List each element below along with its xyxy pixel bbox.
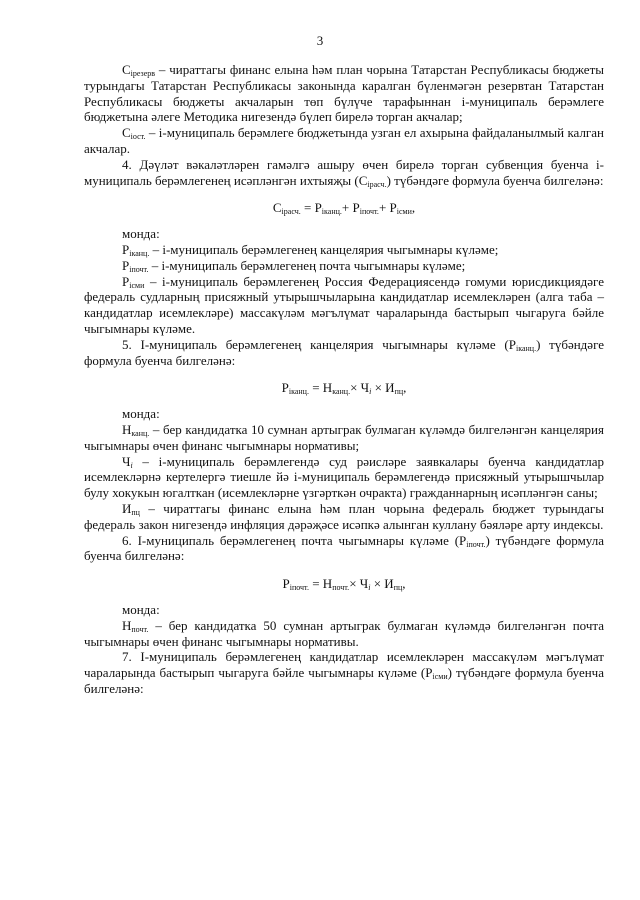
formula-term: × Ч (350, 380, 370, 396)
symbol-subscript: iканц. (129, 248, 150, 258)
definition-text: – і-муниципаль берәмлеге бюджетында узган ел ахырына файдаланылмый калган акчалар. (84, 125, 604, 156)
formula-term: Р (282, 576, 290, 592)
where-label: монда: (122, 601, 160, 617)
formula-subscript: iпочт. (359, 207, 379, 217)
paragraph-text: 6. І-муниципаль берәмлегенең почта чыгымнары күләме (Р (122, 532, 467, 548)
formula-c-rasch (84, 200, 604, 216)
symbol: Р (122, 273, 130, 289)
symbol-subscript: iканц. (515, 343, 537, 353)
where-label: монда: (122, 226, 160, 242)
symbol-subscript: iсми (432, 672, 448, 682)
formula-subscript: i (369, 387, 372, 397)
definition-text: – і-муниципаль берәмлегенең канцелярия чыгымнары күләме; (149, 241, 499, 257)
formula-subscript: iканц. (288, 387, 309, 397)
symbol: Р (122, 257, 130, 273)
paragraph-text: 5. І-муниципаль берәмлегенең канцелярия чыгымнары күләме (Р (122, 336, 516, 352)
term-r-pocht (84, 258, 604, 274)
symbol-subscript: i (130, 460, 133, 470)
definition-c-ost (84, 125, 604, 157)
paragraph-5 (84, 337, 604, 369)
symbol-subscript: iпочт. (129, 264, 149, 274)
paragraph-7 (84, 649, 604, 696)
document-body (84, 62, 604, 697)
formula-subscript: iканц. (321, 207, 342, 217)
formula-subscript: iсми (396, 207, 412, 217)
paragraph-text: ) түбәндәге формула буенча билгеләнә: (386, 172, 604, 188)
where-label: монда: (122, 406, 160, 422)
definition-text: – і-муниципаль берәмлегендә суд рәисләре заявкалары буенча кандидатлар исемлекләрнә кертелергә тиешле йә і-муниципаль берәмлегендә присяжный утырышчылар булу хокукын югалткан (исемлекләрне үзгәрткән очракта) гражданнарның исәпләнгән саны; (84, 453, 604, 501)
symbol-subscript: канц. (131, 428, 150, 438)
symbol-subscript: iрезерв (130, 69, 156, 78)
symbol-subscript: iост. (130, 132, 146, 142)
formula-term: Р (281, 380, 289, 396)
symbol: Ч (122, 453, 131, 469)
formula-r-pocht (84, 576, 604, 592)
symbol: Р (122, 241, 130, 257)
definition-text: – бер кандидатка 50 сумнан артыграк булмаган күләмдә билгеләнгән почта чыгымнары өчен финанс чыгымнары нормативы. (84, 617, 604, 649)
symbol-subscript: почт. (131, 624, 149, 634)
formula-term: , (403, 380, 407, 396)
formula-term: , (411, 200, 416, 216)
formula-term: = Р (300, 200, 322, 216)
paragraph-text: 7. І-муниципаль берәмлегенең кандидатлар исемлекләрен массакүләм мәгълүмат чараларында бастырып чыгаруга бәйле чыгымнары күләме (Р (84, 649, 604, 681)
formula-subscript: почт. (332, 583, 350, 593)
paragraph-6 (84, 533, 604, 565)
formula-term: = Н (308, 380, 333, 396)
paragraph-text: ) түбәндәге формула буенча билгеләнә: (84, 532, 604, 564)
formula-term: + Р (341, 200, 360, 216)
paragraph-text: 4. Дәүләт вәкаләтләрен гамәлгә ашыру өчен бирелә торган субвенция буенча і-муниципаль берәмлегенең исәпләнгән ихтыяҗы (С (84, 156, 604, 188)
paragraph-text: ) түбәндәге формула буенча билгеләнә: (84, 665, 604, 696)
symbol: Н (122, 617, 132, 633)
formula-subscript: i (368, 583, 371, 593)
page-number: 3 (316, 33, 324, 48)
term-i-pc (84, 501, 604, 533)
formula-term: × Ч (349, 576, 369, 592)
formula-term: × И (370, 576, 394, 592)
symbol-subscript: iсми (129, 280, 145, 290)
term-r-smi (84, 274, 604, 337)
formula-r-kanc (84, 380, 604, 396)
formula-subscript: iрасч. (281, 207, 301, 217)
formula-term: = Н (308, 576, 333, 592)
term-r-kanc (84, 242, 604, 258)
symbol: С (122, 125, 131, 141)
definition-text: – і-муниципаль берәмлегенең почта чыгымнары күләме; (148, 257, 466, 273)
definition-text: – і-муниципаль берәмлегенең Россия Федерациясендә гомуми юрисдикциядәге федераль судларның присяжный утырышчыларына кандидатлар исемлекләрен (алга таба – кандидатлар исемлекләре) массакүләм мәгълүмат чараларында бастырып чыгаруга бәйле чыгымнары күләме. (84, 273, 604, 336)
formula-subscript: пц (394, 387, 404, 397)
formula-term: , (402, 576, 406, 592)
symbol-subscript: пц (131, 507, 140, 517)
symbol: С (122, 62, 131, 77)
symbol: Н (122, 421, 132, 437)
symbol-subscript: iрасч. (367, 179, 387, 189)
formula-term: × И (371, 380, 395, 396)
definition-text: – чираттагы финанс елына һәм план чорына Татарстан Республикасы бюджеты турындагы Татарстан Республикасы законында каралган бүленмәгән резервтан Татарстан Республикасы бюджеты акчаларын төп бүлүче тарафыннан і-муниципаль берәмлеге бюджетына әлеге Методика нигезендә бүлеп бирелә торган акчалар; (84, 62, 604, 125)
formula-subscript: пц (393, 583, 403, 593)
term-n-kanc (84, 422, 604, 454)
symbol-subscript: iпочт. (466, 539, 486, 549)
paragraph-text: ) түбәндәге формула буенча билгеләнә: (84, 336, 604, 368)
paragraph-4 (84, 157, 604, 189)
symbol: И (122, 500, 132, 516)
formula-term: + Р (378, 200, 397, 216)
definition-text: – бер кандидатка 10 сумнан артыграк булмаган күләмдә билгеләнгән канцелярия чыгымнары өчен финанс чыгымнары нормативы; (84, 421, 604, 453)
definition-text: – чираттагы финанс елына һәм план чорына федераль бюджет турындагы федераль закон нигезендә инфляция дәрәҗәсе исәпкә алынган куллану бәяләре арту индексы. (84, 500, 604, 532)
term-n-pocht (84, 618, 604, 650)
formula-subscript: iпочт. (289, 583, 309, 593)
term-ch-i (84, 454, 604, 501)
formula-subscript: канц. (332, 387, 351, 397)
definition-c-rezerv (84, 62, 604, 125)
formula-term: С (272, 200, 282, 216)
